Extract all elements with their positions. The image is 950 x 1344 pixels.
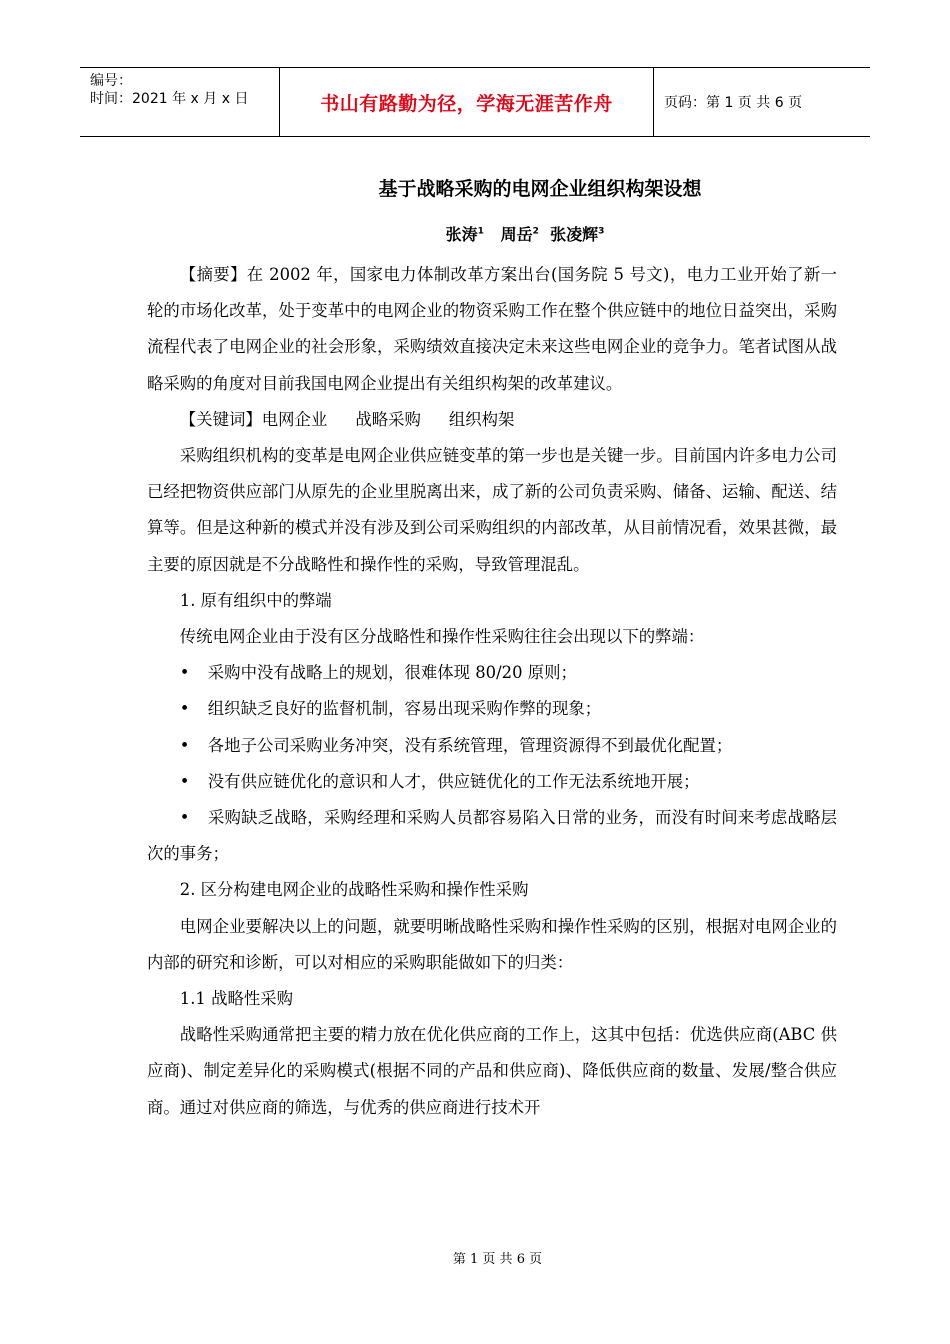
author-name: 周岳 [500,225,533,244]
section-heading: 2. 区分构建电网企业的战略性采购和操作性采购 [179,880,529,900]
section-heading: 1. 原有组织中的弊端 [179,590,332,610]
keyword: 战略采购 [355,409,421,429]
bullet-icon: • [179,663,190,683]
subsection-paragraph: 战略性采购通常把主要的精力放在优化供应商的工作上，这其中包括：优选供应商(ABC 供应商)、制定差异化的采购模式(根据不同的产品和供应商)、降低供应商的数量、发展/整合供应商。通过对供应商的筛选，与优秀的供应商进行技术开 [147,1025,837,1117]
time-label: 时间：2021 年 x 月 x 日 [90,91,249,107]
list-item: • 没有供应链优化的意识和人才，供应链优化的工作无法系统地开展； [147,764,837,800]
keywords-line [147,402,837,438]
author-sup: 1 [477,226,484,237]
page-footer: 第 1 页 共 6 页 [452,1252,543,1267]
bullet-icon: • [179,771,190,791]
list-item: • 采购中没有战略上的规划，很难体现 80/20 原则； [147,655,837,691]
bullet-icon: • [179,699,190,719]
bullet-icon: • [179,808,190,828]
bullet-icon: • [179,735,190,755]
keyword: 电网企业 [261,409,328,429]
document-title: 基于战略采购的电网企业组织构架设想 [378,178,702,200]
keywords-label: 【关键词】 [179,409,262,429]
document-header [80,67,870,137]
header-meta [80,68,280,136]
author-name: 张涛 [445,225,478,244]
intro-paragraph: 采购组织机构的变革是电网企业供应链变革的第一步也是关键一步。目前国内许多电力公司已经把物资供应部门从原先的企业里脱离出来，成了新的公司负责采购、储备、运输、配送、结算等。但是这种新的模式并没有涉及到公司采购组织的内部改革，从目前情况看，效果甚微，最主要的原因就是不分战略性和操作性的采购，导致管理混乱。 [147,446,837,574]
abstract-paragraph: 【摘要】在 2002 年，国家电力体制改革方案出台(国务院 5 号文)，电力工业开始了新一轮的市场化改革，处于变革中的电网企业的物资采购工作在整个供应链中的地位日益突出，采购流程代表了电网企业的社会形象，采购绩效直接决定未来这些电网企业的竞争力。笔者试图从战略采购的角度对目前我国电网企业提出有关组织构架的改革建议。 [147,265,837,393]
list-item: • 采购缺乏战略，采购经理和采购人员都容易陷入日常的业务，而没有时间来考虑战略层次的事务； [147,800,837,872]
number-label: 编号： [90,73,132,89]
document-body [147,257,837,1126]
author-sup: 2 [532,226,539,237]
author-line [0,222,950,245]
author-name: 张凌辉 [550,225,599,244]
keyword: 组织构架 [448,409,515,429]
subsection-heading: 1.1 战略性采购 [179,989,294,1009]
header-page-info: 页码：第 1 页 共 6 页 [664,95,803,111]
section-lead: 传统电网企业由于没有区分战略性和操作性采购往往会出现以下的弊端： [179,627,705,647]
author-sup: 3 [598,226,605,237]
header-motto: 书山有路勤为径，学海无涯苦作舟 [280,68,654,136]
section-lead: 电网企业要解决以上的问题，就要明晰战略性采购和操作性采购的区别，根据对电网企业的内部的研究和诊断，可以对相应的采购职能做如下的归类： [147,916,837,972]
list-item: • 组织缺乏良好的监督机制，容易出现采购作弊的现象； [147,691,837,727]
list-item: • 各地子公司采购业务冲突，没有系统管理，管理资源得不到最优化配置； [147,728,837,764]
